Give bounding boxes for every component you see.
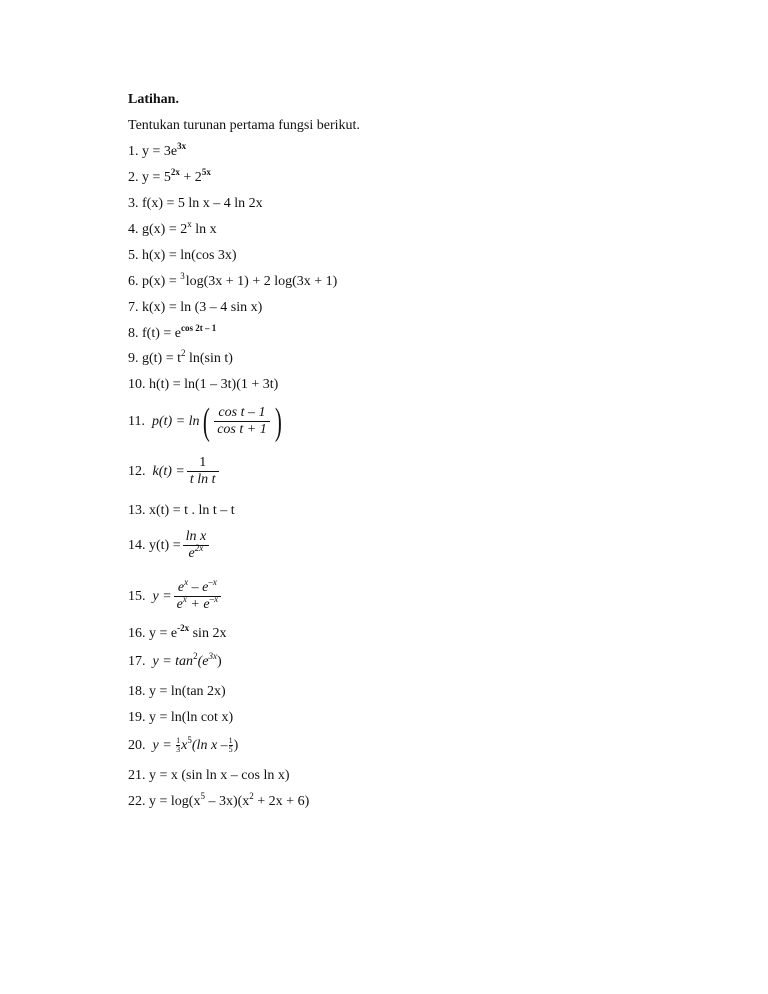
exercise-1: 1. $y = 3e^{3x}$ [128,141,187,159]
exercise-20-fraction-b: $\frac{1}{5}$ [228,736,233,755]
exercise-3: 3. f(x) = 5 ln x – 4 ln 2x [128,196,263,211]
exercise-9: 9. $g(t) = t^2$ ln(sin t) [128,348,233,366]
exercise-2: 2. $y = 5^{2x} + 2^{5x}$ [128,167,211,185]
exercise-8: 8. $f(t) = e^{cos 2t - 1}$ [128,323,217,341]
exercise-7: 7. k(x) = ln (3 – 4 sin x) [128,300,263,315]
exercise-13: 13. x(t) = t . ln t – t [128,503,235,518]
exercise-17: 17. $y = \tan^2(e^{3x})$ [128,651,222,669]
exercise-18: 18. y = ln(tan 2x) [128,684,226,699]
exercise-19: 19. y = ln(ln cot x) [128,710,234,725]
exercise-11-fraction: $\frac{\text{cos t – 1}}{\text{cos t + 1}}$ [214,405,270,438]
exercise-5: 5. h(x) = ln(cos 3x) [128,248,237,263]
exercise-20: 20. y = $\frac{1}{3}$ $x^5(\ln$ x – $\frac{1}{5}$ ) [128,735,239,755]
instruction: Tentukan turunan pertama fungsi berikut. [128,118,360,133]
exercise-16: 16. $y = e^{-2x}$ sin 2x [128,623,227,641]
exercise-15-fraction: $\frac{e^x - e^{-x}}{e^x + e^{-x}}$ [174,580,221,613]
exercise-4: 4. $g(x) = 2^x$ ln x [128,219,217,237]
exercise-20-fraction-a: $\frac{1}{3}$ [176,736,181,755]
exercise-12-fraction: $\frac{1}{\text{t ln t}}$ [187,455,219,488]
exercise-14-fraction: $\frac{\text{ln x}}{e^{2x}}$ [183,529,210,562]
exercise-6: 6. p(x) = $^3$log(3x + 1) + 2 log(3x + 1) [128,271,338,289]
heading: Latihan. [128,92,179,107]
exercise-12: 12. k(t) = $\frac{1}{\text{t ln t}}$ [128,454,221,490]
exercise-11-lhs: p(t) = ln [151,414,200,429]
exercise-21: 21. y = x (sin ln x – cos ln x) [128,768,290,783]
exercise-14: 14. y(t) = $\frac{\text{ln x}}{e^{2x}}$ [128,528,211,564]
exercise-22: 22. $y = \log(x^5 - 3x)(x^2 + 2x + 6)$ [128,791,310,809]
exercise-10: 10. h(t) = ln(1 – 3t)(1 + 3t) [128,377,279,392]
exercise-15: 15. y = $\frac{e^x - e^{-x}}{e^x + e^{-x}}$ [128,577,223,617]
exercise-11: 11. p(t) = ln( $\frac{\text{cos t – 1}}{\text{cos t + 1}}$ ) [128,400,282,443]
